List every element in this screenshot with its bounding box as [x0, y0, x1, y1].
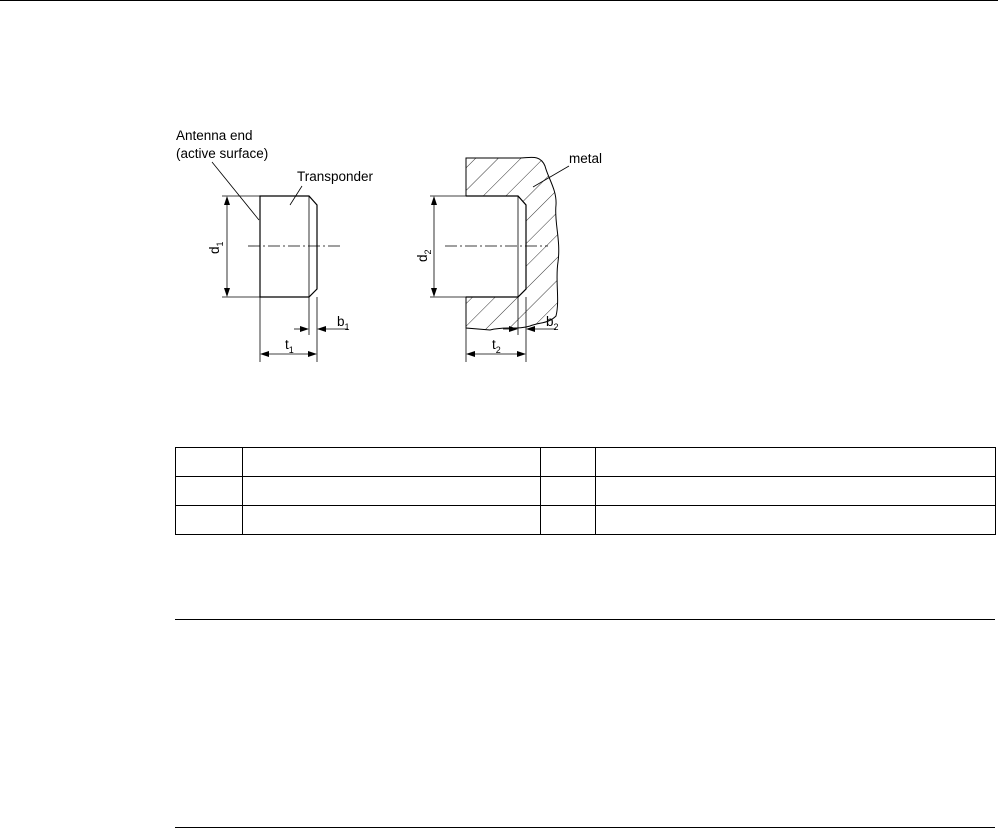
dim-label-t1: $t_1$: [285, 337, 294, 355]
table-cell: [243, 506, 541, 535]
transponder-free-view: [176, 128, 374, 362]
dim-label-d2: $d_2$: [415, 249, 433, 262]
table-row: [176, 506, 996, 535]
arrowhead: [260, 351, 269, 357]
label-metal: metal: [569, 151, 603, 166]
table-cell: [176, 448, 243, 477]
table-row: [176, 477, 996, 506]
dimension-table: [175, 447, 996, 535]
table-cell: [541, 506, 596, 535]
table-cell: [243, 448, 541, 477]
section-divider: [175, 619, 995, 620]
arrowhead: [224, 288, 230, 297]
table-cell: [541, 448, 596, 477]
table-cell: [176, 477, 243, 506]
leader-antenna-end: [212, 162, 259, 220]
arrowhead: [431, 196, 437, 205]
arrowhead: [224, 196, 230, 205]
transponder-metal-view: [415, 151, 602, 362]
arrowhead: [308, 351, 317, 357]
table-cell: [541, 477, 596, 506]
arrowhead: [317, 326, 326, 332]
label-active-surface: (active surface): [176, 146, 269, 161]
table-cell: [596, 506, 996, 535]
dim-label-b1: $b_1$: [337, 314, 350, 332]
arrowhead: [466, 351, 475, 357]
arrowhead: [517, 351, 526, 357]
table-cell: [596, 448, 996, 477]
arrowhead: [300, 326, 309, 332]
table-cell: [243, 477, 541, 506]
transponder-body: [260, 196, 317, 297]
dim-label-d1: $d_1$: [207, 241, 225, 254]
table-cell: [596, 477, 996, 506]
table-row: [176, 448, 996, 477]
label-antenna-end: Antenna end: [176, 128, 253, 143]
table-cell: [176, 506, 243, 535]
dim-label-t2: $t_2$: [492, 337, 501, 355]
arrowhead: [431, 288, 437, 297]
dim-label-b2: $b_2$: [546, 314, 559, 332]
label-transponder: Transponder: [297, 169, 374, 184]
